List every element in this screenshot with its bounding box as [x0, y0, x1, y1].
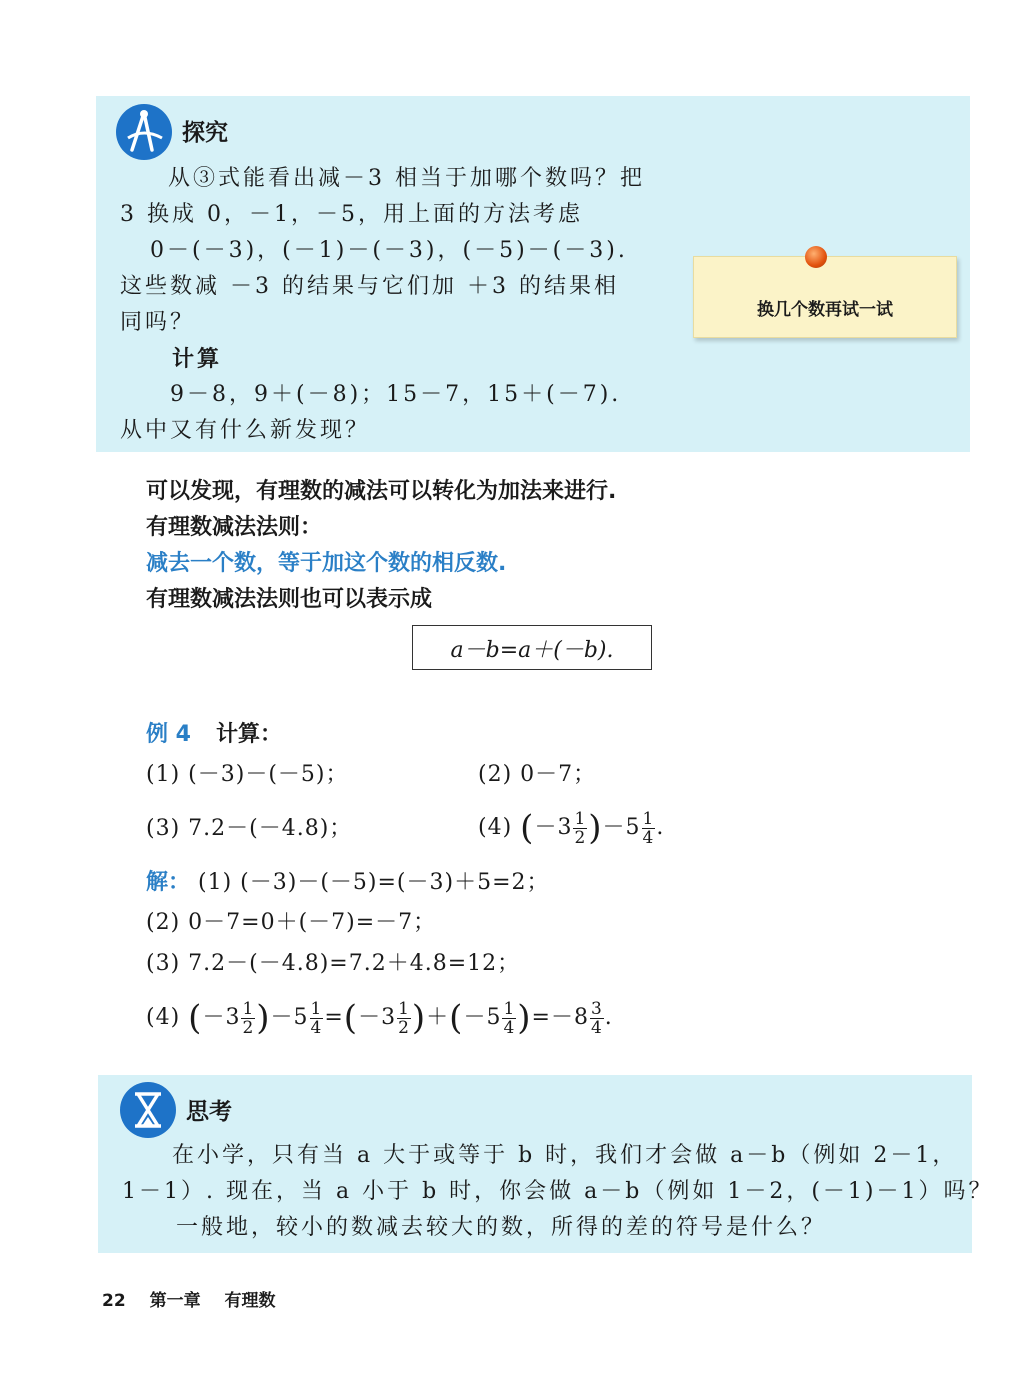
- example-title: 计算：: [216, 722, 283, 747]
- page-number: 22: [102, 1291, 126, 1311]
- compass-icon: [116, 104, 172, 160]
- solution-1: (1) (－3)－(－5)=(－3)＋5=2；: [198, 870, 550, 895]
- explore-line-5: 同吗？: [120, 310, 196, 335]
- explore-line-7: 9－8，9＋(－8)；15－7，15＋(－7).: [170, 382, 622, 407]
- formula-box: [412, 625, 652, 670]
- question-1: (1) (－3)－(－5)；: [146, 762, 349, 787]
- subtraction-rule: 减去一个数，等于加这个数的相反数.: [146, 551, 507, 576]
- think-line-2: 1－1）. 现在，当 a 小于 b 时，你会做 a－b（例如 1－2，(－1)－1）吗？: [122, 1179, 994, 1204]
- formula: a－b=a＋(－b).: [450, 638, 614, 663]
- example-label: 例 4: [146, 722, 191, 747]
- explore-line-3: 0－(－3)，(－1)－(－3)，(－5)－(－3).: [150, 238, 628, 263]
- chapter-title: 有理数: [224, 1291, 276, 1311]
- body-paragraph-3: 有理数减法法则也可以表示成: [146, 587, 433, 612]
- solution-label: 解：: [146, 870, 191, 895]
- solution-3: (3) 7.2－(－4.8)=7.2＋4.8=12；: [146, 951, 521, 976]
- explore-line-8: 从中又有什么新发现？: [120, 418, 371, 443]
- sticky-note: [693, 256, 957, 338]
- think-line-1: 在小学，只有当 a 大于或等于 b 时，我们才会做 a－b（例如 2－1，: [172, 1143, 958, 1168]
- explore-line-4: 这些数减 －3 的结果与它们加 ＋3 的结果相: [120, 274, 619, 299]
- question-4: (4) (－3 $\frac{1}{2}$ )－5 $\frac{1}{4}$ .: [478, 808, 665, 848]
- explore-title: 探究: [182, 120, 228, 146]
- chapter-label: 第一章: [149, 1291, 201, 1311]
- think-line-3: 一般地，较小的数减去较大的数，所得的差的符号是什么？: [176, 1215, 827, 1240]
- pushpin-icon: [805, 246, 827, 268]
- solution-4: (4) (－3 $\frac{1}{2}$ )－5 $\frac{1}{4}$ =(－3 $\frac{1}{2}$ )＋(－5 $\frac{1}{4}$ )=－8 $\frac{3}{4}$ .: [146, 998, 613, 1038]
- solution-4-label: (4): [146, 1005, 181, 1030]
- question-4-label: (4): [478, 815, 513, 840]
- question-3: (3) 7.2－(－4.8)；: [146, 816, 353, 841]
- hourglass-icon: [120, 1082, 176, 1138]
- explore-line-2: 3 换成 0，－1，－5，用上面的方法考虑: [120, 202, 583, 227]
- solution-2: (2) 0－7=0＋(－7)=－7；: [146, 910, 437, 935]
- page-footer: [102, 1286, 294, 1311]
- explore-line-6: 计算: [172, 347, 223, 372]
- explore-line-1: 从③式能看出减－3 相当于加哪个数吗？把: [168, 166, 645, 191]
- question-2: (2) 0－7；: [478, 762, 597, 787]
- think-title: 思考: [186, 1099, 232, 1125]
- body-paragraph-1: 可以发现，有理数的减法可以转化为加法来进行.: [146, 479, 617, 504]
- sticky-note-text: 换几个数再试一试: [757, 300, 893, 320]
- body-paragraph-2: 有理数减法法则：: [146, 515, 323, 540]
